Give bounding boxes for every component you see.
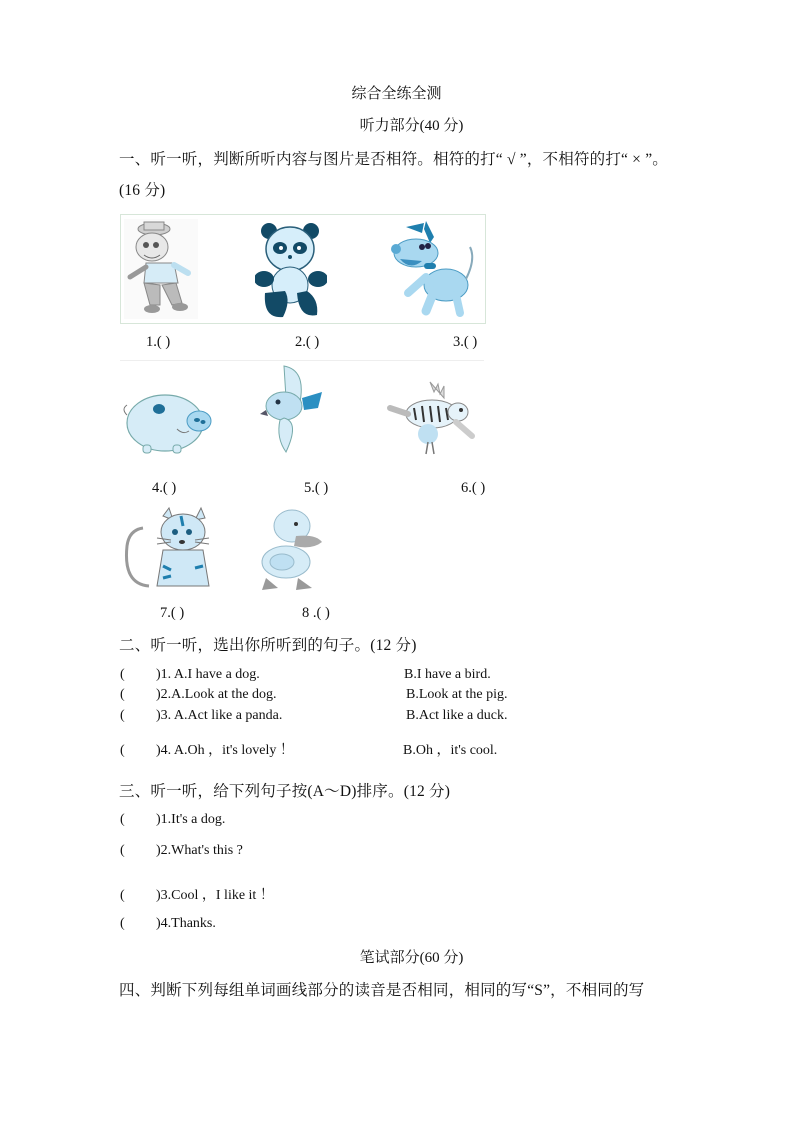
sentence: )2.What's this ? bbox=[156, 843, 243, 858]
tiger-icon bbox=[386, 378, 476, 458]
item-8-label: 8 .( ) bbox=[302, 605, 330, 621]
item-5-label: 5.( ) bbox=[304, 480, 329, 496]
option-a: )1. A.I have a dog. bbox=[156, 667, 260, 682]
answer-blank[interactable]: ( bbox=[120, 843, 125, 858]
answer-blank[interactable]: ( bbox=[120, 888, 125, 903]
section1-points: (16 分) bbox=[119, 182, 166, 199]
section1-heading: 一、听一听，判断所听内容与图片是否相符。相符的打“ √ ”，不相符的打“ × ”。 bbox=[119, 151, 668, 168]
item-6-label: 6.( ) bbox=[461, 480, 486, 496]
answer-blank[interactable]: ( bbox=[120, 687, 125, 702]
section3-heading: 三、听一听，给下列句子按(A～D)排序。(12 分) bbox=[119, 783, 451, 800]
writing-section-header: 笔试部分(60 分) bbox=[359, 950, 464, 966]
section3-row-3 bbox=[120, 884, 274, 904]
bird-icon bbox=[256, 362, 328, 458]
sentence: )1.It's a dog. bbox=[156, 812, 226, 827]
pig-icon bbox=[121, 385, 213, 457]
section3-row-2 bbox=[120, 843, 243, 859]
item-2-label: 2.( ) bbox=[295, 334, 320, 350]
item-7-label: 7.( ) bbox=[160, 605, 185, 621]
sentence: )3.Cool ，I like it ！ bbox=[156, 888, 274, 903]
item-3-label: 3.( ) bbox=[453, 334, 478, 350]
dog-icon bbox=[386, 219, 476, 319]
answer-blank[interactable]: ( bbox=[120, 916, 125, 931]
answer-blank[interactable]: ( bbox=[120, 708, 125, 723]
section2-row-1-option-b: B.I have a bird. bbox=[404, 667, 491, 682]
panda-icon bbox=[255, 221, 327, 321]
section2-heading: 二、听一听，选出你所听到的句子。(12 分) bbox=[119, 637, 417, 654]
item-4-label: 4.( ) bbox=[152, 480, 177, 496]
section2-row-2 bbox=[120, 687, 277, 703]
cat-icon bbox=[123, 506, 219, 592]
item-1-label: 1.( ) bbox=[146, 334, 171, 350]
answer-blank[interactable]: ( bbox=[120, 812, 125, 827]
listening-section-header: 听力部分(40 分) bbox=[359, 118, 464, 134]
document-title: 综合全练全测 bbox=[351, 86, 442, 102]
answer-blank[interactable]: ( bbox=[120, 743, 125, 758]
section2-row-1 bbox=[120, 667, 260, 683]
section4-heading: 四、判断下列每组单词画线部分的读音是否相同，相同的写“S”，不相同的写 bbox=[119, 982, 645, 999]
row2-top-divider bbox=[120, 360, 484, 361]
picture-frame-row1 bbox=[120, 214, 486, 324]
monkey-icon bbox=[124, 219, 198, 319]
sentence: )4.Thanks. bbox=[156, 916, 216, 931]
option-a: )4. A.Oh ，it's lovely ！ bbox=[156, 743, 294, 758]
section2-row-2-option-b: B.Look at the pig. bbox=[406, 687, 508, 702]
section2-row-4 bbox=[120, 739, 294, 759]
option-a: )2.A.Look at the dog. bbox=[156, 687, 277, 702]
section2-row-3-option-b: B.Act like a duck. bbox=[406, 708, 508, 723]
section2-row-4-option-b: B.Oh ，it's cool. bbox=[403, 743, 498, 758]
duck-icon bbox=[256, 506, 332, 594]
answer-blank[interactable]: ( bbox=[120, 667, 125, 682]
section3-row-4 bbox=[120, 916, 216, 932]
option-a: )3. A.Act like a panda. bbox=[156, 708, 283, 723]
section2-row-3 bbox=[120, 708, 282, 724]
section3-row-1 bbox=[120, 812, 225, 828]
